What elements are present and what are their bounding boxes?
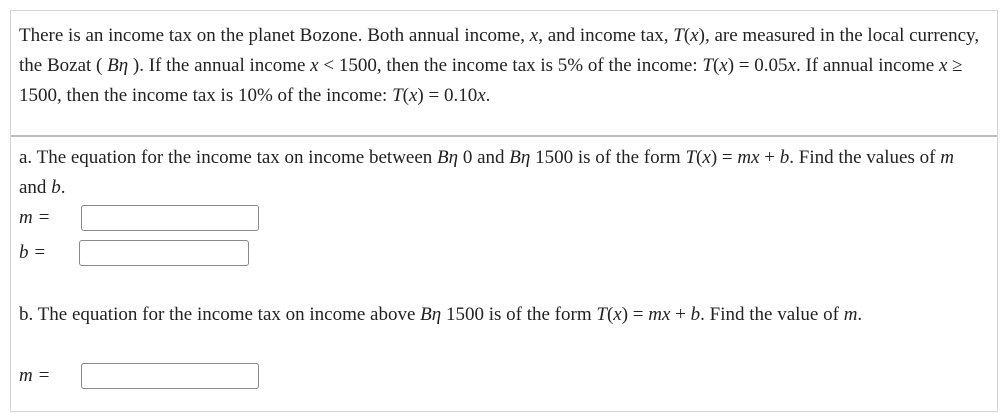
text: < 1500, then the income tax is 5% of the income: (318, 55, 703, 76)
var-m: m (737, 147, 752, 168)
var-x: x (787, 55, 796, 76)
var-x: x (938, 55, 948, 76)
text: , and income tax, (538, 25, 674, 46)
var-x: x (529, 25, 539, 46)
text: b. The equation for the income tax on income above (19, 304, 421, 325)
text: and (19, 177, 52, 198)
currency-symbol: Bη (420, 304, 442, 325)
var-x: x (702, 147, 711, 168)
var-b: b (779, 147, 790, 168)
text: . (857, 304, 863, 325)
text: ( (696, 147, 703, 168)
var-x: x (477, 85, 486, 106)
text: . (485, 85, 491, 106)
text: . If annual income (795, 55, 939, 76)
text: ) = (621, 304, 649, 325)
var-x: x (310, 55, 319, 76)
text: ). If the annual income (128, 55, 311, 76)
text: ) = 0.05 (727, 55, 788, 76)
var-T: T (392, 85, 403, 106)
text: ) (698, 25, 705, 46)
var-x: x (719, 55, 728, 76)
var-x: x (690, 25, 699, 46)
question-panel (10, 10, 998, 412)
part-b-prompt (19, 300, 985, 330)
text: ( (712, 55, 720, 76)
problem-statement (19, 21, 985, 111)
text: 0 and (458, 147, 510, 168)
b-label: b = (19, 242, 47, 263)
part-b-m-input[interactable] (81, 363, 259, 389)
currency-symbol: Bη (509, 147, 531, 168)
section-divider (11, 135, 997, 137)
text: ( (402, 85, 409, 106)
text: ( (606, 304, 614, 325)
var-T: T (673, 25, 684, 46)
currency-symbol: Bη (107, 55, 129, 76)
text: ) = 0.10 (417, 85, 478, 106)
m-label: m = (19, 207, 51, 228)
text: a. The equation for the income tax on income between (19, 147, 438, 168)
text: ) = (710, 147, 738, 168)
var-x: x (751, 147, 760, 168)
text: There is an income tax on the planet Bozone. Both annual income, (19, 25, 530, 46)
text: , are measured in the local currency, the Bozat ( (19, 25, 980, 76)
text: ≥ 1500, then the income tax is 10% of the income: (19, 55, 963, 106)
var-b: b (690, 304, 701, 325)
var-m: m (940, 147, 954, 168)
text: 1500 is of the form (530, 147, 686, 168)
var-m: m (648, 304, 662, 325)
var-m: m (843, 304, 858, 325)
part-a-b-input[interactable] (79, 240, 249, 266)
currency-symbol: Bη (437, 147, 459, 168)
var-b: b (51, 177, 61, 198)
var-x: x (613, 304, 622, 325)
text: . Find the value of (700, 304, 844, 325)
text: + (759, 147, 780, 168)
var-x: x (662, 304, 671, 325)
part-a-m-input[interactable] (81, 205, 259, 231)
var-x: x (408, 85, 418, 106)
part-a-prompt (19, 143, 985, 203)
var-T: T (702, 55, 713, 76)
text: + (670, 304, 691, 325)
text: . (60, 177, 66, 198)
text: . Find the values of (789, 147, 941, 168)
var-T: T (596, 304, 607, 325)
text: 1500 is of the form (441, 304, 597, 325)
m-label: m = (19, 365, 51, 386)
var-T: T (685, 147, 697, 168)
text: ( (683, 25, 691, 46)
